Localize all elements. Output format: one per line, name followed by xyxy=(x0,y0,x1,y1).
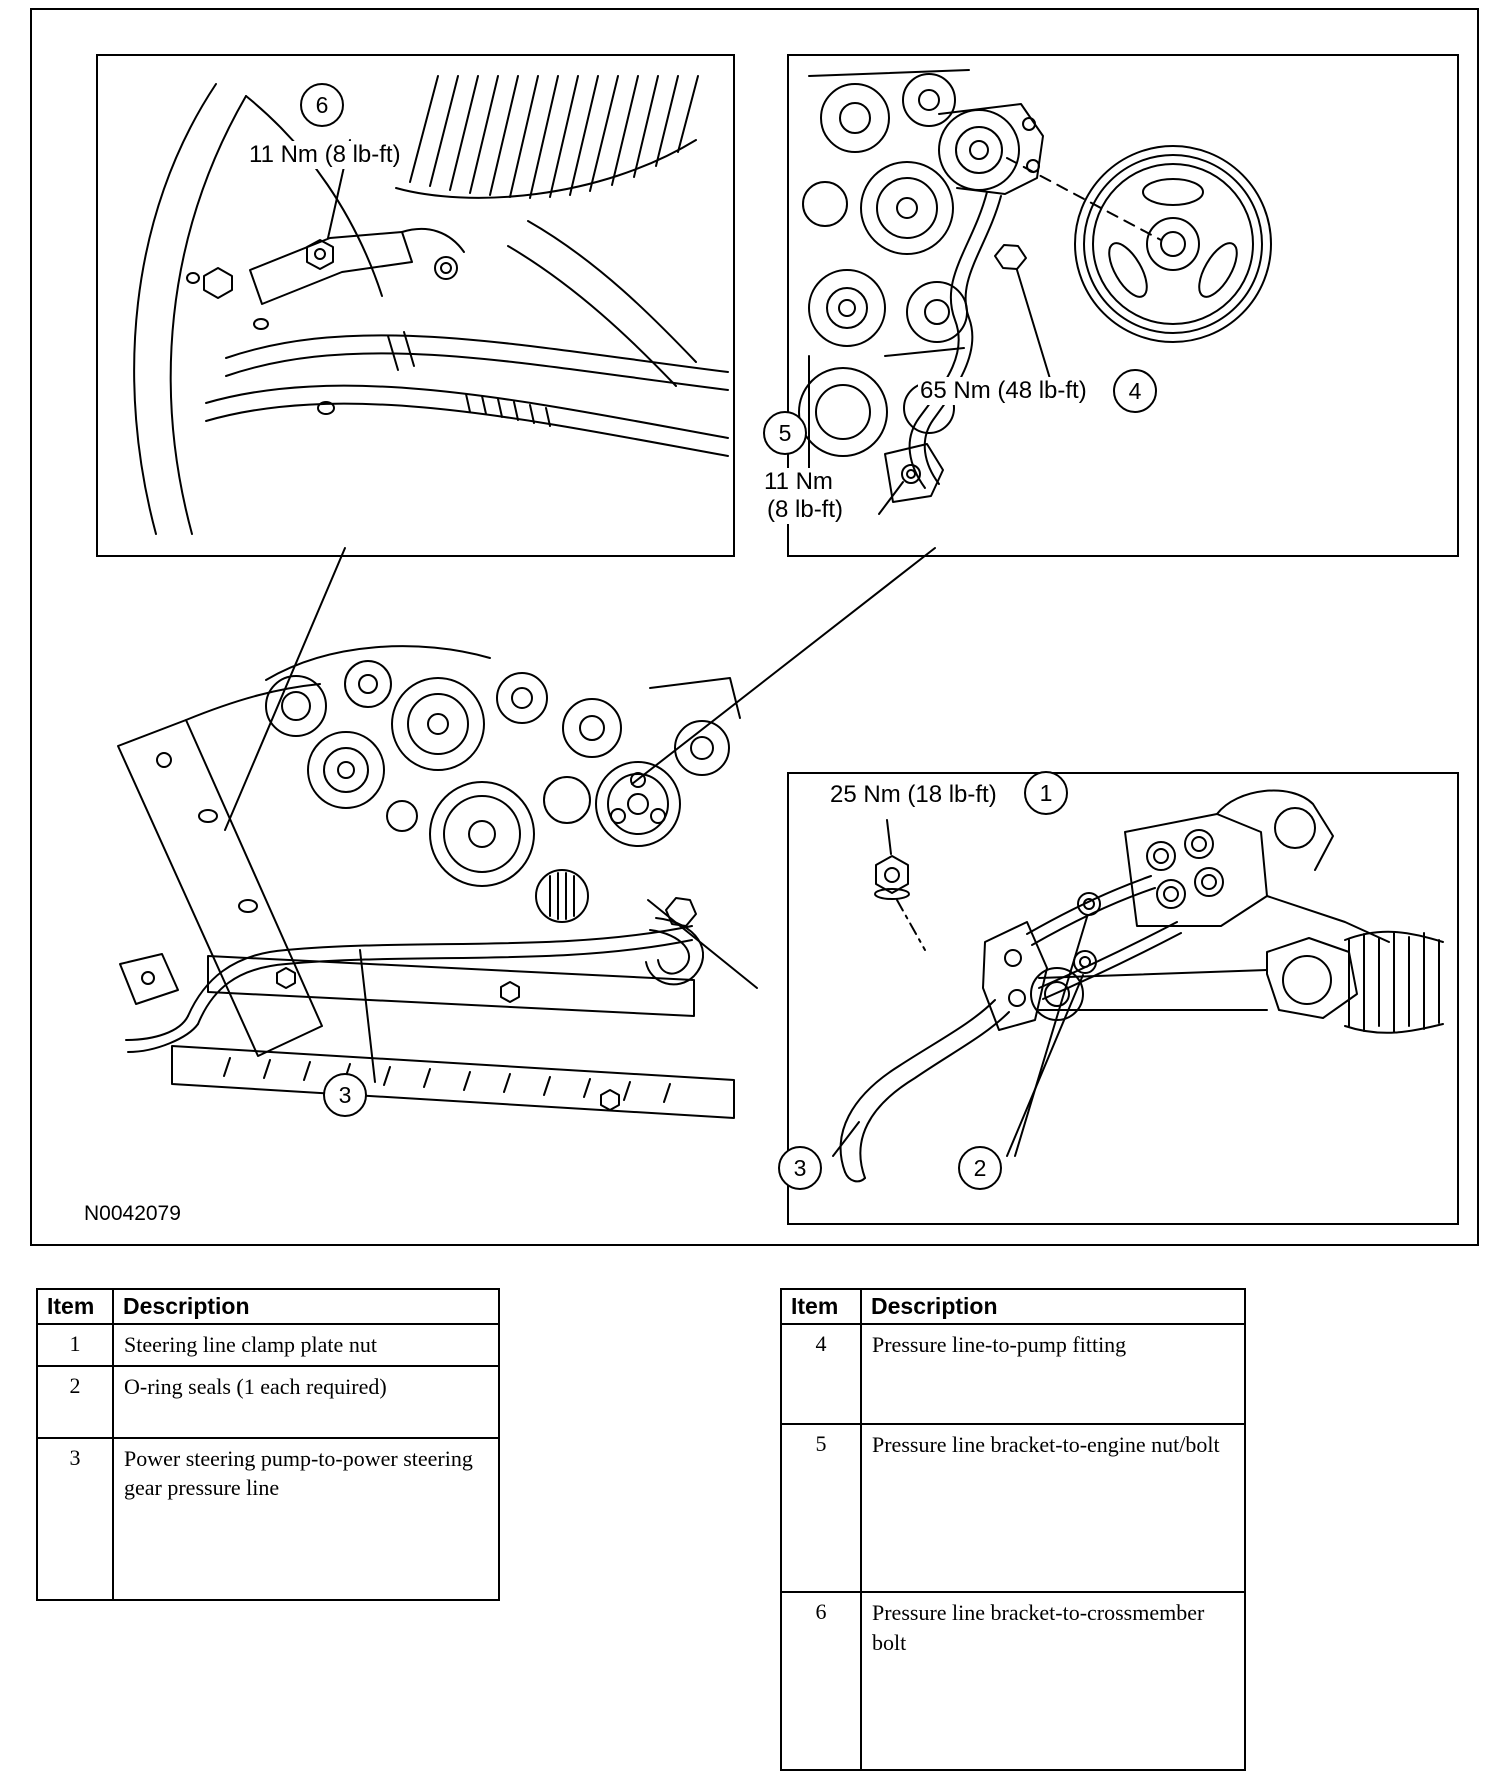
table-cell-item: 5 xyxy=(781,1424,861,1592)
table-cell-description: Pressure line-to-pump fitting xyxy=(861,1324,1245,1424)
bellows-boot xyxy=(1345,932,1443,1033)
table-cell-item: 1 xyxy=(37,1324,113,1366)
table-cell-item: 4 xyxy=(781,1324,861,1424)
header-item: Item xyxy=(781,1289,861,1324)
callout-4: 4 xyxy=(1113,369,1157,413)
torque-label-pump-fitting: 65 Nm (48 lb-ft) xyxy=(920,377,1087,404)
clamp-bracket-and-bolt xyxy=(250,229,464,304)
pump-fitting-art xyxy=(789,56,1457,555)
steering-hoses xyxy=(206,332,728,456)
table-row xyxy=(37,1324,499,1366)
inset-panel-pump-fitting xyxy=(787,54,1459,557)
crossmember-bolt-art xyxy=(98,56,733,555)
pump-pulley xyxy=(1075,146,1271,342)
table-header-row xyxy=(781,1289,1245,1324)
callout-2: 2 xyxy=(958,1146,1002,1190)
item-table-left xyxy=(36,1288,500,1601)
table-cell-description: Pressure line bracket-to-crossmember bolt xyxy=(861,1592,1245,1770)
table-cell-description: Steering line clamp plate nut xyxy=(113,1324,499,1366)
power-steering-pressure-line xyxy=(126,898,703,1052)
callout-1: 1 xyxy=(1024,771,1068,815)
table-row xyxy=(37,1438,499,1600)
inset-panel-crossmember-bolt xyxy=(96,54,735,557)
torque-label-bracket-line2: (8 lb-ft) xyxy=(767,496,844,523)
table-cell-description: Power steering pump-to-power steering gear pressure line xyxy=(113,1438,499,1600)
callout-3-leader xyxy=(360,950,375,1082)
hatched-area xyxy=(396,76,698,198)
figure-id-label: N0042079 xyxy=(84,1202,181,1225)
table-cell-item: 3 xyxy=(37,1438,113,1600)
nut-stud-dash-line xyxy=(897,900,925,950)
alignment-dashed-line xyxy=(1007,158,1161,240)
torque-label-clamp-plate-nut: 25 Nm (18 lb-ft) xyxy=(830,781,997,808)
item-table-right xyxy=(780,1288,1246,1771)
callout-3-inset: 3 xyxy=(778,1146,822,1190)
header-description: Description xyxy=(113,1289,499,1324)
callout-6: 6 xyxy=(300,83,344,127)
torque-label-crossmember-bolt: 11 Nm (8 lb-ft) xyxy=(249,141,401,168)
table-header-row xyxy=(37,1289,499,1324)
table-cell-item: 2 xyxy=(37,1366,113,1438)
table-cell-description: Pressure line bracket-to-engine nut/bolt xyxy=(861,1424,1245,1592)
callout-3-main: 3 xyxy=(323,1073,367,1117)
subframe-lines xyxy=(187,221,696,414)
frame-rail xyxy=(118,684,322,1056)
table-row xyxy=(781,1424,1245,1592)
steering-gear-art xyxy=(789,774,1457,1223)
header-description: Description xyxy=(861,1289,1245,1324)
inset-panel-steering-gear xyxy=(787,772,1459,1225)
table-row xyxy=(781,1324,1245,1424)
valve-body-ports xyxy=(1125,791,1333,926)
clamp-plate-nut xyxy=(875,856,909,899)
table-cell-description: O-ring seals (1 each required) xyxy=(113,1366,499,1438)
leader-lines xyxy=(833,804,1087,1156)
table-row xyxy=(37,1366,499,1438)
torque-label-bracket-line1: 11 Nm xyxy=(764,468,833,495)
crossmember xyxy=(172,956,734,1118)
header-item: Item xyxy=(37,1289,113,1324)
engine-pulleys xyxy=(266,646,740,922)
callout-5: 5 xyxy=(763,411,807,455)
table-row xyxy=(781,1592,1245,1770)
table-cell-item: 6 xyxy=(781,1592,861,1770)
o-ring-seals xyxy=(1074,893,1100,973)
figure-frame xyxy=(30,8,1479,1246)
power-steering-pump xyxy=(939,104,1043,194)
main-engine-view-art xyxy=(90,628,780,1218)
